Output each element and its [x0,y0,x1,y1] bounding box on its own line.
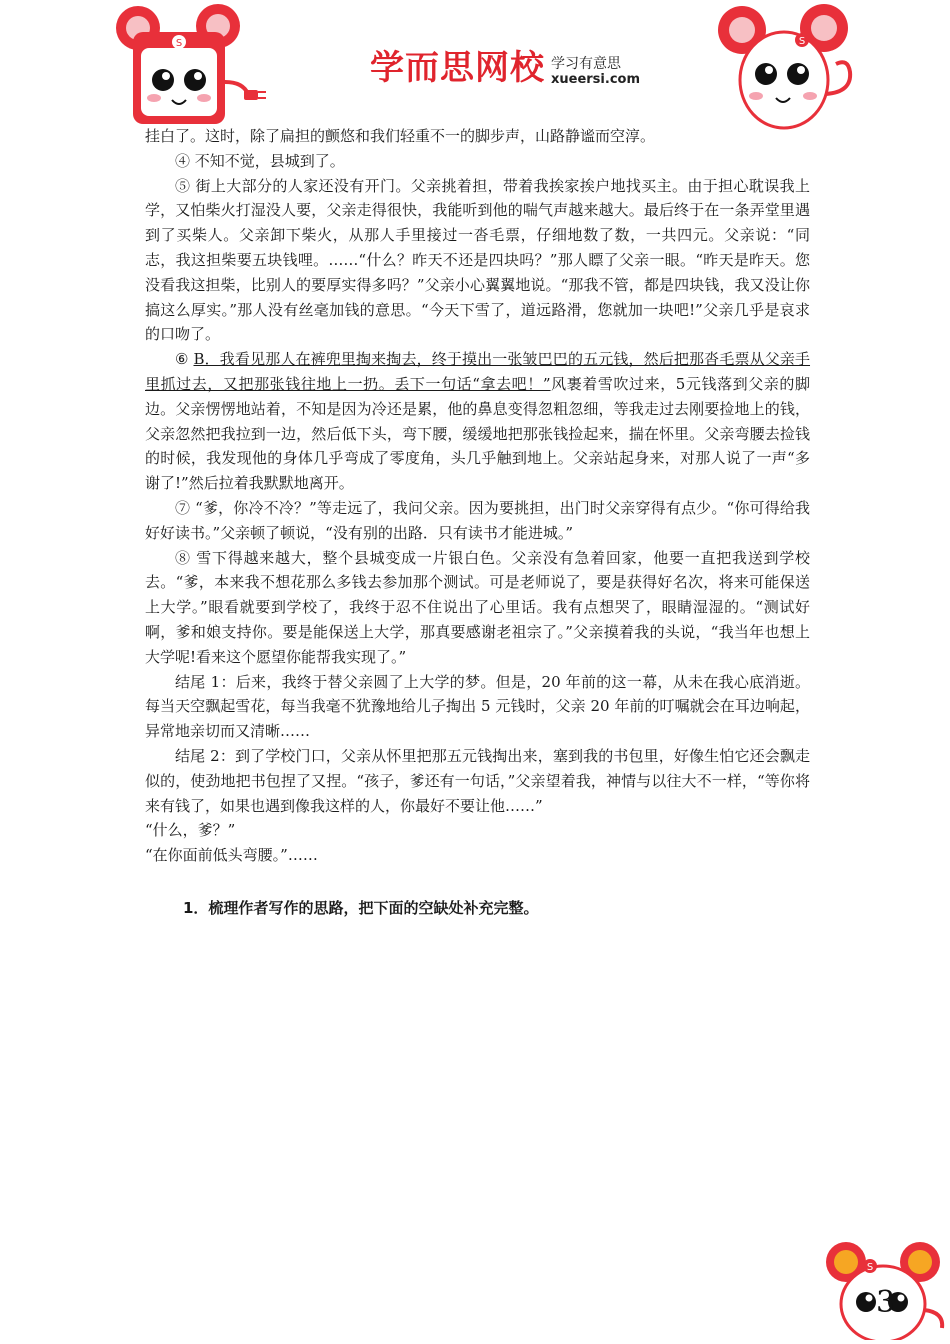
page-header [0,0,950,130]
paragraph-number: ⑥ [175,350,194,369]
svg-text:S: S [866,1262,874,1273]
paragraph: 挂白了。这时，除了扁担的颤悠和我们轻重不一的脚步声，山路静谧而空淳。 [145,127,656,145]
question-1: 1．梳理作者写作的思路，把下面的空缺处补充完整。 [183,899,539,917]
brand-slogan: 学习有意思 [551,56,621,72]
paragraph-6-rest: 风裹着雪吹过来，5元钱落到父亲的脚边。父亲愣愣地站着，不知是因为冷还是累，他的鼻息变得忽粗忽细，等我走过去刚要捡地上的钱，父亲忽然把我拉到一边，然后低下头，弯下腰，缓缓地把那张钱捡起来，揣在怀里。父亲弯腰去捡钱的时候，我发现他的身体几乎弯成了零度角，头几乎触到地上。父亲站起身来，对那人说了一声“多谢了!”然后拉着我默默地离开。 [145,374,811,493]
paragraph-4: ④ 不知不觉，县城到了。 [175,151,345,170]
brand-name: 学而思网校 [370,48,545,88]
ending-2: 结尾 2：到了学校门口，父亲从怀里把那五元钱掏出来，塞到我的书包里，好像生怕它还会飘走似的，使劲地把书包捏了又捏。“孩子，爹还有一句话，”父亲望着我，神情与以往大不一样，“等你将来有钱了，如果也遇到像我这样的人，你最好不要让他……” [145,746,810,815]
dialogue-line: “在你面前低头弯腰。”…… [145,846,318,865]
article-body [145,124,810,868]
svg-text:S: S [798,36,806,47]
mascot-left-logo [108,2,273,130]
paragraph-7: ⑦ “爹，你冷不冷？”等走远了，我问父亲。因为要挑担，出门时父亲穿得有点少。“你可得给我好好读书。”父亲顿了顿说，“没有别的出路．只有读书才能进城。” [145,498,810,542]
paragraph-6 [145,347,810,496]
underlined-sentence-b: B．我看见那人在裤兜里掏来掏去，终于摸出一张皱巴巴的五元钱，然后把那沓毛票从父亲手里抓过去，又把那张钱往地上一扔。丢下一句话“拿去吧！” [145,350,811,393]
svg-text:S: S [175,38,183,49]
mascot-right-logo [712,2,862,132]
paragraph-5: ⑤ 街上大部分的人家还没有开门。父亲挑着担，带着我挨家挨户地找买主。由于担心耽误我上学，又怕柴火打湿没人要，父亲走得很快，我能听到他的喘气声越来越大。最后终于在一条弄堂里遇到了买柴人。父亲卸下柴火，从那人手里接过一沓毛票，仔细地数了数，一共四元。父亲说：“同志，我这担柴要五块钱哩。……“什么？昨天不还是四块吗？”那人瞟了父亲一眼。“昨天是昨天。您没看我这担柴，比别人的要厚实得多吗？”父亲小心翼翼地说。“那我不管，都是四块钱，我又没让你搞这么厚实。”那人没有丝毫加钱的意思。“今天下雪了，道远路滑，您就加一块吧!”父亲几乎是哀求的口吻了。 [145,176,810,344]
brand-logo [370,48,640,88]
ending-1: 结尾 1：后来，我终于替父亲圆了上大学的梦。但是，20 年前的这一幕，从未在我心底消逝。每当天空飘起雪花，每当我毫不犹豫地给儿子掏出 5 元钱时，父亲 20 年前的叮嘱就会在耳边响起，异常地亲切而又清晰…… [145,672,810,741]
dialogue-line: “什么，爹？” [145,821,236,840]
brand-side [551,56,640,88]
page-number: 3 [876,1285,896,1320]
brand-domain: xueersi.com [551,72,641,87]
paragraph-8: ⑧ 雪下得越来越大，整个县城变成一片银白色。父亲没有急着回家，他要一直把我送到学校去。“爹，本来我不想花那么多钱去参加那个测试。可是老师说了，要是获得好名次，将来可能保送上大学。”眼看就要到学校了，我终于忍不住说出了心里话。我有点想哭了，眼睛湿湿的。“测试好啊，爹和娘支持你。要是能保送上大学，那真要感谢老祖宗了。”父亲摸着我的头说，“我当年也想上大学呢!看来这个愿望你能帮我实现了。” [145,548,810,666]
